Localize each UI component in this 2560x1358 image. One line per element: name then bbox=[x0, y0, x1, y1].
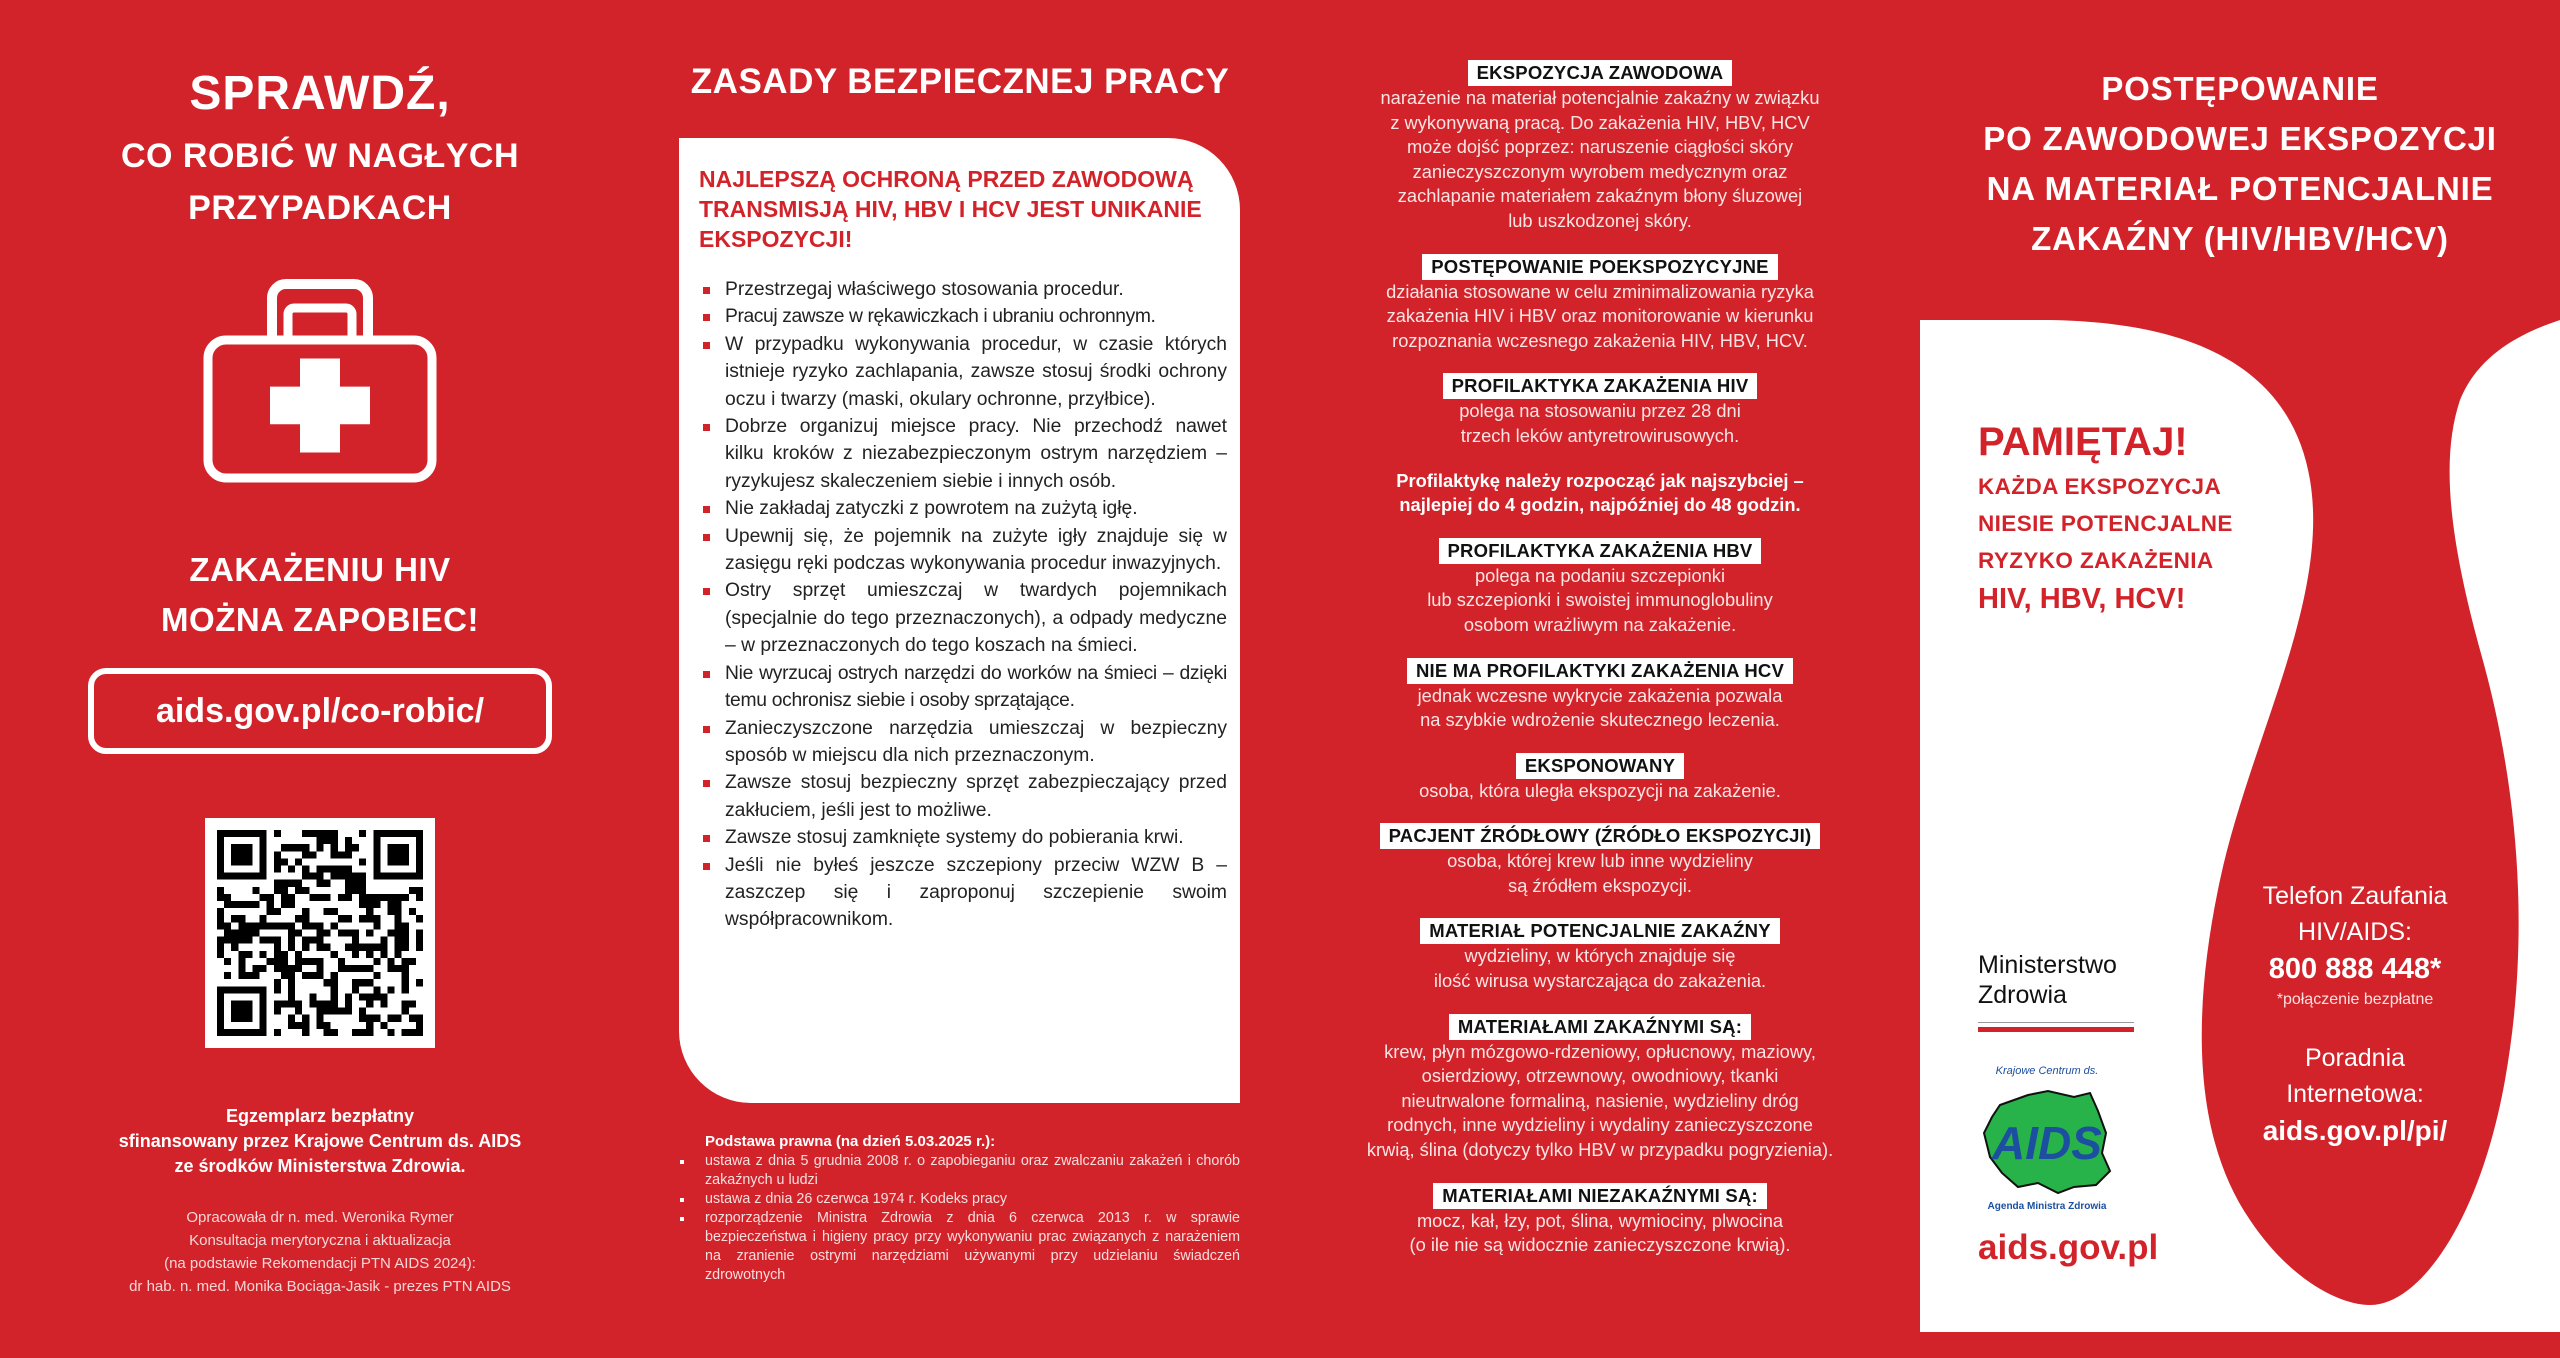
definition-block bbox=[1280, 753, 1920, 804]
panel1-subtitle bbox=[0, 130, 640, 234]
definition-text: osoba, której krew lub inne wydzieliny bbox=[1447, 850, 1753, 872]
definition-label: PROFILAKTYKA ZAKAŻENIA HBV bbox=[1439, 538, 1762, 564]
slogan-line: ZAKAŻENIU HIV bbox=[189, 551, 451, 588]
qr-code-icon bbox=[217, 830, 423, 1036]
definition-text: (o ile nie są widocznie zanieczyszczone krwią). bbox=[1409, 1234, 1791, 1256]
rule-item: Przestrzegaj właściwego stosowania procedur. bbox=[701, 276, 1227, 303]
definition-text: krew, płyn mózgowo-rdzeniowy, opłucnowy, maziowy, bbox=[1384, 1040, 1816, 1062]
definition-note-line: Profilaktykę należy rozpocząć jak najszybciej – bbox=[1396, 469, 1804, 491]
definition-label: MATERIAŁAMI ZAKAŹNYMI SĄ: bbox=[1449, 1014, 1751, 1040]
legal-basis-list bbox=[680, 1152, 1240, 1285]
definition-block bbox=[1280, 918, 1920, 993]
subtitle-line: PRZYPADKACH bbox=[188, 189, 452, 227]
legal-item: ustawa z dnia 5 grudnia 2008 r. o zapobieganiu oraz zwalczaniu zakażeń i chorób zakaźnych u ludzi bbox=[680, 1152, 1240, 1190]
first-aid-kit-icon bbox=[200, 276, 440, 486]
definition-text: osobom wrażliwym na zakażenie. bbox=[1463, 613, 1737, 635]
definition-text: osoba, która uległa ekspozycji na zakażenie. bbox=[1419, 779, 1781, 801]
panel1-slogan bbox=[0, 545, 640, 645]
rule-item: Nie wyrzucaj ostrych narzędzi do worków na śmieci – dzięki temu ochronisz siebie i osoby sprzątające. bbox=[701, 660, 1227, 715]
free-copy-line: Egzemplarz bezpłatny bbox=[225, 1106, 415, 1126]
definition-text: krwią, ślina (dotyczy tylko HBV w przypadku pogryzienia). bbox=[1366, 1139, 1834, 1161]
definition-text: lub szczepionki i swoistej immunoglobuliny bbox=[1427, 589, 1773, 611]
definition-label: EKSPOZYCJA ZAWODOWA bbox=[1468, 60, 1733, 86]
rule-item: W przypadku wykonywania procedur, w czasie których istnieje ryzyko zachlapania, zawsze stosuj środki ochrony oczu i twarzy (maski, okulary ochronne, przyłbice). bbox=[701, 331, 1227, 413]
definition-block bbox=[1280, 60, 1920, 234]
post-exposure-title bbox=[1920, 64, 2560, 264]
kc-logo-text: AIDS bbox=[1992, 1117, 2102, 1169]
definition-block bbox=[1280, 823, 1920, 898]
kc-logo-bottom-text: Agenda Ministra Zdrowia bbox=[1987, 1201, 2107, 1212]
panel-emergency bbox=[0, 0, 640, 1358]
credits-line: Konsultacja merytoryczna i aktualizacja bbox=[189, 1232, 451, 1249]
title-line: NA MATERIAŁ POTENCJALNIE bbox=[1986, 170, 2494, 207]
definition-text: z wykonywaną pracą. Do zakażenia HIV, HBV, HCV bbox=[1390, 111, 1810, 133]
counsel-label: Poradnia bbox=[2304, 1044, 2406, 1072]
title-line: ZAKAŹNY (HIV/HBV/HCV) bbox=[2031, 220, 2449, 257]
definition-label: PROFILAKTYKA ZAKAŻENIA HIV bbox=[1443, 373, 1758, 399]
definition-block bbox=[1280, 1014, 1920, 1163]
subtitle-line: CO ROBIĆ W NAGŁYCH bbox=[120, 137, 520, 175]
safe-work-heading: ZASADY BEZPIECZNEJ PRACY bbox=[690, 62, 1230, 101]
ministry-name: Ministerstwo bbox=[1978, 951, 2117, 979]
definition-block bbox=[1280, 538, 1920, 638]
definition-text: nieutrwalone formaliną, nasienie, wydzieliny dróg bbox=[1401, 1089, 1799, 1111]
flag-line-icon bbox=[1978, 1022, 2134, 1023]
counsel-label: Internetowa: bbox=[2286, 1080, 2424, 1108]
remember-line: NIESIE POTENCJALNE bbox=[1978, 511, 2233, 536]
hotline-number[interactable]: 800 888 448* bbox=[2268, 953, 2442, 985]
rule-item: Zawsze stosuj bezpieczny sprzęt zabezpieczający przed zakłuciem, jeśli jest to możliwe. bbox=[701, 769, 1227, 824]
free-copy-line: ze środków Ministerstwa Zdrowia. bbox=[174, 1156, 466, 1176]
ministry-name: Zdrowia bbox=[1978, 981, 2067, 1009]
rule-item: Jeśli nie byłeś jeszcze szczepiony przeciw WZW B – zaszczep się i zaproponuj szczepienie swoim współpracownikom. bbox=[701, 852, 1227, 934]
rules-card bbox=[679, 138, 1240, 1103]
remember-block bbox=[1978, 416, 2233, 619]
definition-note-line: najlepiej do 4 godzin, najpóźniej do 48 godzin. bbox=[1399, 494, 1801, 516]
legal-item: rozporządzenie Ministra Zdrowia z dnia 6 czerwca 2013 r. w sprawie bezpieczeństwa i higieny pracy przy wykonywaniu prac związanych z narażeniem na zranienie ostrymi narzędziami używanymi przy udzielaniu świadczeń zdrowotnych bbox=[680, 1209, 1240, 1285]
definition-block bbox=[1280, 373, 1920, 448]
panel-post-exposure bbox=[1920, 0, 2560, 1358]
definition-text: wydzieliny, w których znajduje się bbox=[1464, 945, 1736, 967]
rule-item: Dobrze organizuj miejsce pracy. Nie przechodź nawet kilku kroków z niezabezpieczonym ostrym narzędziem – ryzykujesz skaleczeniem siebie i innych osób. bbox=[701, 413, 1227, 495]
rules-card-heading: NAJLEPSZĄ OCHRONĄ PRZED ZAWODOWĄ TRANSMISJĄ HIV, HBV I HCV JEST UNIKANIE EKSPOZYCJI! bbox=[699, 166, 1202, 252]
definition-text: może dojść poprzez: naruszenie ciągłości skóry bbox=[1406, 136, 1794, 158]
definition-text: trzech leków antyretrowirusowych. bbox=[1460, 424, 1740, 446]
legal-basis-title: Podstawa prawna (na dzień 5.03.2025 r.): bbox=[705, 1133, 996, 1150]
definition-text: mocz, kał, łzy, pot, ślina, wymiociny, plwocina bbox=[1416, 1209, 1784, 1231]
site-link[interactable]: aids.gov.pl bbox=[1978, 1228, 2159, 1267]
hotline-label: HIV/AIDS: bbox=[2298, 918, 2412, 946]
definition-text: zachlapanie materiałem zakaźnym błony śluzowej bbox=[1397, 185, 1803, 207]
definition-text: zakażenia HIV i HBV oraz monitorowanie w kierunku bbox=[1386, 305, 1814, 327]
rules-list bbox=[701, 276, 1227, 934]
remember-viruses: HIV, HBV, HCV! bbox=[1978, 583, 2186, 615]
hotline-block bbox=[2210, 878, 2500, 1150]
credits-line: Opracowała dr n. med. Weronika Rymer bbox=[186, 1209, 454, 1226]
definition-block bbox=[1280, 254, 1920, 354]
definition-text: osierdziowy, otrzewnowy, owodniowy, tkanki bbox=[1421, 1065, 1779, 1087]
definition-label: POSTĘPOWANIE POEKSPOZYCYJNE bbox=[1422, 254, 1777, 280]
hotline-label: Telefon Zaufania bbox=[2262, 882, 2448, 910]
kc-aids-logo bbox=[1972, 1065, 2122, 1215]
counsel-link[interactable]: aids.gov.pl/pi/ bbox=[2262, 1115, 2448, 1146]
rule-item: Zanieczyszczone narzędzia umieszczaj w bezpieczny sposób w miejscu dla nich przeznaczonym. bbox=[701, 715, 1227, 770]
definition-label: PACJENT ŹRÓDŁOWY (ŹRÓDŁO EKSPOZYCJI) bbox=[1380, 823, 1821, 849]
definition-label: NIE MA PROFILAKTYKI ZAKAŻENIA HCV bbox=[1407, 658, 1793, 684]
definition-text: ilość wirusa wystarczająca do zakażenia. bbox=[1433, 970, 1767, 992]
definition-text: zanieczyszczonym wyrobem medycznym oraz bbox=[1412, 160, 1788, 182]
rule-item: Pracuj zawsze w rękawiczkach i ubraniu ochronnym. bbox=[701, 303, 1227, 330]
definition-label: MATERIAŁ POTENCJALNIE ZAKAŹNY bbox=[1420, 918, 1780, 944]
credits bbox=[0, 1206, 640, 1298]
definition-label: MATERIAŁAMI NIEZAKAŹNYMI SĄ: bbox=[1433, 1183, 1767, 1209]
remember-line: KAŻDA EKSPOZYCJA bbox=[1978, 474, 2222, 499]
contact-area bbox=[1920, 320, 2560, 1332]
kc-logo-top-text: Krajowe Centrum ds. bbox=[1995, 1065, 2099, 1077]
free-copy-note bbox=[0, 1104, 640, 1179]
rule-item: Zawsze stosuj zamknięte systemy do pobierania krwi. bbox=[701, 824, 1227, 851]
definition-text: polega na stosowaniu przez 28 dni bbox=[1459, 400, 1741, 422]
definition-text: jednak wczesne wykrycie zakażenia pozwala bbox=[1417, 684, 1783, 706]
definition-text: lub uszkodzonej skóry. bbox=[1508, 209, 1692, 231]
definition-text: rodnych, inne wydzieliny i wydaliny zanieczyszczone bbox=[1387, 1114, 1813, 1136]
slogan-line: MOŻNA ZAPOBIEC! bbox=[161, 601, 479, 638]
hotline-note: *połączenie bezpłatne bbox=[2276, 991, 2434, 1008]
legal-basis bbox=[680, 1132, 1240, 1285]
rule-item: Ostry sprzęt umieszczaj w twardych pojemnikach (specjalnie do tego przeznaczonych), a odpady medyczne – w przeznaczonych do tego koszach na śmieci. bbox=[701, 577, 1227, 659]
definition-text: narażenie na materiał potencjalnie zakaźny w związku bbox=[1380, 87, 1820, 108]
co-robic-link[interactable]: aids.gov.pl/co-robic/ bbox=[88, 668, 552, 754]
definition-label: EKSPONOWANY bbox=[1516, 753, 1684, 779]
remember-line: RYZYKO ZAKAŻENIA bbox=[1978, 548, 2214, 573]
definition-note bbox=[1280, 469, 1920, 518]
poland-map-icon bbox=[1978, 1087, 2116, 1197]
panel-definitions bbox=[1280, 0, 1920, 1358]
title-line: PO ZAWODOWEJ EKSPOZYCJI bbox=[1983, 120, 2497, 157]
definition-text: polega na podaniu szczepionki bbox=[1474, 564, 1726, 586]
panel1-title: SPRAWDŹ, bbox=[189, 67, 451, 120]
definition-block bbox=[1280, 1183, 1920, 1258]
ministry-logo bbox=[1978, 950, 2134, 1032]
definition-text: na szybkie wdrożenie skutecznego leczenia. bbox=[1420, 709, 1780, 731]
rule-item: Upewnij się, że pojemnik na zużyte igły znajduje się w zasięgu ręki podczas wykonywania procedur inwazyjnych. bbox=[701, 523, 1227, 578]
rule-item: Nie zakładaj zatyczki z powrotem na zużytą igłę. bbox=[701, 495, 1227, 522]
credits-line: dr hab. n. med. Monika Bociąga-Jasik - prezes PTN AIDS bbox=[129, 1278, 511, 1295]
free-copy-line: sfinansowany przez Krajowe Centrum ds. AIDS bbox=[118, 1131, 522, 1151]
definition-block bbox=[1280, 658, 1920, 733]
definitions-list bbox=[1280, 60, 1920, 1278]
definition-text: są źródłem ekspozycji. bbox=[1508, 874, 1692, 896]
remember-title: PAMIĘTAJ! bbox=[1978, 420, 2188, 464]
title-line: POSTĘPOWANIE bbox=[2101, 70, 2379, 107]
legal-item: ustawa z dnia 26 czerwca 1974 r. Kodeks pracy bbox=[680, 1190, 1240, 1209]
credits-line: (na podstawie Rekomendacji PTN AIDS 2024): bbox=[164, 1255, 476, 1272]
definition-text: rozpoznania wczesnego zakażenia HIV, HBV, HCV. bbox=[1392, 329, 1808, 351]
definition-text: działania stosowane w celu zminimalizowania ryzyka bbox=[1386, 280, 1814, 302]
flag-red-bar-icon bbox=[1978, 1027, 2134, 1032]
panel-safe-work bbox=[640, 0, 1280, 1358]
qr-code[interactable] bbox=[205, 818, 435, 1048]
